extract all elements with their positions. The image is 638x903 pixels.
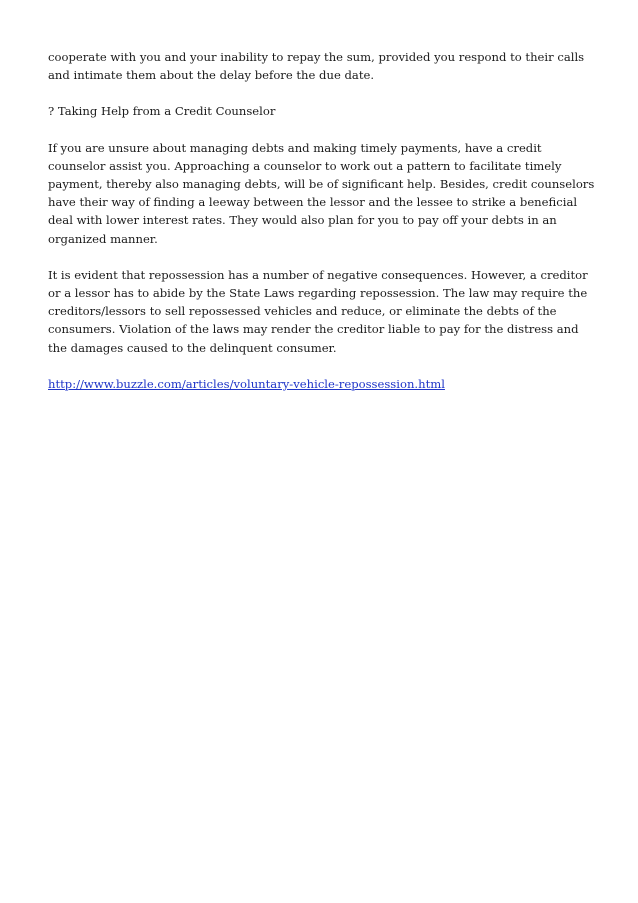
section-heading: ? Taking Help from a Credit Counselor [48, 104, 276, 119]
paragraph-credit-counselor: If you are unsure about managing debts and making timely payments, have a credit counselor assist you. Approaching a counselor to work out a pattern to facilitate timely payment, thereby also managing debts, will be of significant help. Besides, credit counselors have their way of finding a leeway between the lessor and the lessee to strike a beneficial deal with lower interest rates. They would also plan for you to pay off your debts in an organized manner. [48, 140, 595, 246]
source-link[interactable]: http://www.buzzle.com/articles/voluntary-vehicle-repossession.html [48, 376, 445, 391]
paragraph-repossession-laws: It is evident that repossession has a number of negative consequences. However, a creditor or a lessor has to abide by the State Laws regarding repossession. The law may require the creditors/lessors to sell repossessed vehicles and reduce, or eliminate the debts of the consumers. Violation of the laws may render the creditor liable to pay for the distress and the damages caused to the delinquent consumer. [48, 267, 588, 355]
paragraph-continuation: cooperate with you and your inability to repay the sum, provided you respond to their calls and intimate them about the delay before the due date. [48, 50, 585, 83]
source-link-wrapper [48, 375, 598, 393]
